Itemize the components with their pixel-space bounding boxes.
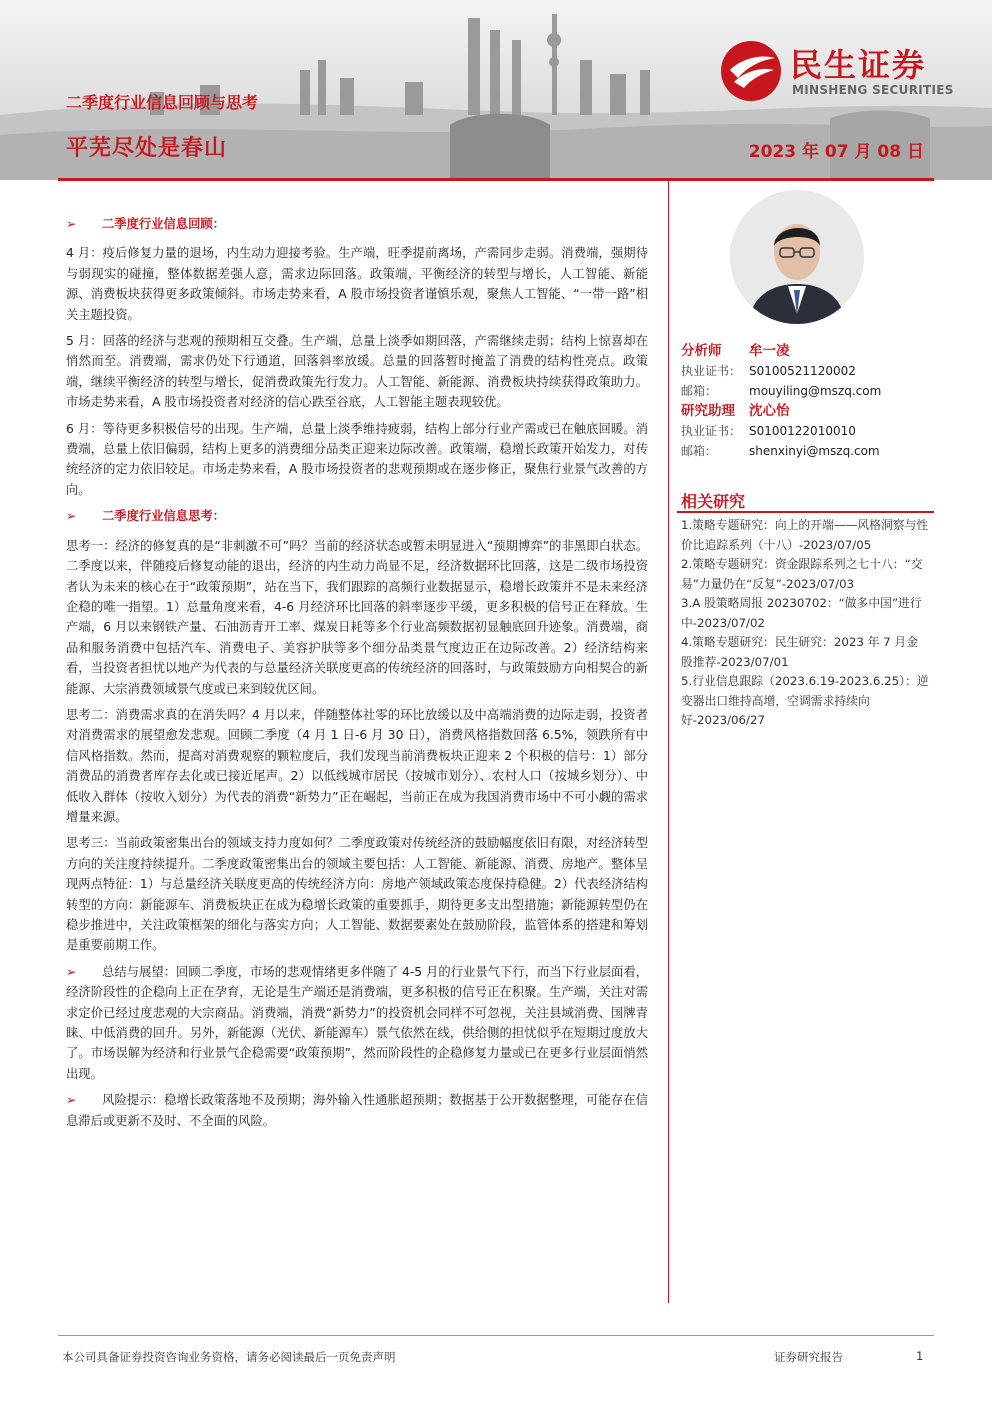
email-label: 邮箱： — [681, 444, 718, 458]
analyst-row — [681, 341, 934, 361]
assistant-email[interactable]: shenxinyi@mszq.com — [749, 444, 880, 458]
footer-report-type: 证券研究报告 — [774, 1350, 843, 1364]
related-item[interactable]: 4.策略专题研究：民生研究：2023 年 7 月金股推荐-2023/07/01 — [681, 635, 918, 669]
cert-label: 执业证书： — [681, 364, 742, 378]
company-logo — [720, 40, 970, 102]
analyst-email-row — [681, 381, 934, 401]
assistant-row — [681, 401, 934, 421]
assistant-role: 研究助理 — [681, 403, 735, 419]
analyst-cert: S0100521120002 — [749, 364, 856, 378]
main-content — [66, 214, 648, 1137]
assistant-cert-row — [681, 421, 934, 441]
report-title: 平芜尽处是春山 — [66, 136, 228, 161]
related-item[interactable]: 5.行业信息跟踪（2023.6.19-2023.6.25）：逆变器出口维持高增，空调需求持续向好-2023/06/27 — [681, 674, 929, 727]
arrow-bullet-icon: ➢ — [66, 217, 77, 231]
related-item[interactable]: 2.策略专题研究：资金跟踪系列之七十八：“交易”力量仍在“反复”-2023/07/03 — [681, 557, 923, 591]
analyst-email[interactable]: mouyiling@mszq.com — [749, 384, 882, 398]
related-item[interactable]: 3.A 股策略周报 20230702：“做多中国”进行中-2023/07/02 — [681, 596, 922, 630]
logo-text-en: MINSHENG SECURITIES — [792, 83, 954, 97]
arrow-bullet-icon: ➢ — [66, 964, 77, 979]
footer-divider — [58, 1335, 934, 1336]
analyst-name: 牟一凌 — [749, 343, 790, 359]
section-heading-review: ➢ 二季度行业信息回顾： — [66, 214, 648, 234]
paragraph-thought-3: 思考三：当前政策密集出台的领域支持力度如何？二季度政策对传统经济的鼓励幅度依旧有限，对经济转型方向的关注度持续提升。二季度政策密集出台的领域主要包括：人工智能、新能源、消费、房地产。整体呈现两点特征：1）与总量经济关联度更高的传统经济方向：房地产领域政策态度保持稳健。2）代表经济结构转型的方向：新能源车、消费板块正在成为稳增长政策的重要抓手，期待更多支出型措施；新能源转型仍在稳步推进中，关注政策框架的细化与落实方向；人工智能、数据要素处在鼓励阶段，监管体系的搭建和筹划是重要前期工作。 — [66, 836, 648, 953]
analyst-cert-row — [681, 361, 934, 381]
paragraph-summary: ➢ 总结与展望：回顾二季度，市场的悲观情绪更多伴随了 4-5 月的行业景气下行，而当下行业层面看，经济阶段性的企稳向上正在孕育，无论是生产端还是消费端，更多积极的信号正在积聚。生产端，关注对需求定价已经过度悲观的大宗商品。消费端，消费“新势力”的投资机会同样不可忽视，关注县域消费、国牌青睐、中低消费的回升。另外，新能源（光伏、新能源车）景气依然在线，供给侧的担忧似乎在短期过度放大了。市场误解为经济和行业景气企稳需要“政策预期”，然而阶段性的企稳修复力量或已在更多行业层面悄然出现。 — [66, 962, 648, 1084]
analyst-role: 分析师 — [681, 343, 722, 359]
arrow-bullet-icon: ➢ — [66, 509, 77, 524]
report-date: 2023 年 07 月 08 日 — [748, 142, 924, 162]
section-heading-thoughts: ➢ 二季度行业信息思考： — [66, 506, 648, 526]
related-item[interactable]: 1.策略专题研究：向上的开端——风格洞察与性价比追踪系列（十八）-2023/07/05 — [681, 518, 929, 552]
cert-label: 执业证书： — [681, 424, 742, 438]
email-label: 邮箱： — [681, 384, 718, 398]
paragraph-thought-2: 思考二：消费需求真的在消失吗？4 月以来，伴随整体社零的环比放缓以及中高端消费的边际走弱，投资者对消费需求的展望愈发悲观。回顾二季度（4 月 1 日-6 月 30 日），消费风格指数回落 6.5%，领跌所有中信风格指数。然而，提高对消费观察的颗粒度后，我们发现当前消费板块正迎来 2 个积极的信号：1）部分消费品的消费者库存去化或已接近尾声。2）以低线城市居民（按城市划分）、农村人口（按城乡划分）、中低收入群体（按收入划分）为代表的消费“新势力”正在崛起，当前正在成为我国消费市场中不可小觑的需求增量来源。 — [66, 707, 648, 824]
assistant-name: 沈心怡 — [749, 403, 790, 419]
assistant-email-row — [681, 441, 934, 461]
header-divider — [58, 178, 934, 181]
header-banner — [0, 0, 992, 180]
footer-disclaimer: 本公司具备证券投资咨询业务资格，请务必阅读最后一页免责声明 — [62, 1350, 396, 1364]
assistant-cert: S0100122010010 — [749, 424, 856, 438]
related-research-heading: 相关研究 — [681, 492, 746, 511]
column-divider — [668, 181, 669, 1303]
report-subtitle: 二季度行业信息回顾与思考 — [66, 93, 259, 112]
related-research-list — [681, 516, 929, 731]
analyst-photo — [730, 190, 864, 324]
paragraph-april: 4 月：疫后修复力量的退场，内生动力迎接考验。生产端，旺季提前离场，产需同步走弱。消费端，强期待与弱现实的碰撞，整体数据差强人意，需求边际回落。政策端，平衡经济的转型与增长，人工智能、新能源、消费板块获得更多政策倾斜。市场走势来看，A 股市场投资者谨慎乐观，聚焦人工智能、“一带一路”相关主题投资。 — [66, 246, 648, 322]
arrow-bullet-icon: ➢ — [66, 1093, 77, 1108]
analyst-info — [681, 341, 934, 461]
logo-text-cn: 民生证券 — [790, 46, 927, 84]
page-number: 1 — [916, 1349, 924, 1363]
minsheng-logo-icon — [720, 40, 782, 102]
analyst-portrait-image — [730, 190, 864, 324]
related-divider — [677, 511, 934, 513]
paragraph-may: 5 月：回落的经济与悲观的预期相互交叠。生产端，总量上淡季如期回落，产需继续走弱；结构上惊喜却在悄然而至。消费端，需求仍处下行通道，回落斜率放缓。总量的回落暂时掩盖了消费的结构性亮点。政策端，继续平衡经济的转型与增长，促消费政策先行发力。人工智能、新能源、消费板块持续获得政策助力。市场走势来看，A 股市场投资者对经济的信心跌至谷底，人工智能主题表现较优。 — [66, 334, 648, 410]
paragraph-risk: ➢ 风险提示：稳增长政策落地不及预期；海外输入性通胀超预期；数据基于公开数据整理，可能存在信息滞后或更新不及时、不全面的风险。 — [66, 1090, 648, 1131]
paragraph-june: 6 月：等待更多积极信号的出现。生产端，总量上淡季维持疲弱，结构上部分行业产需或已在触底回暖。消费端，总量上依旧偏弱，结构上更多的消费细分品类正迎来边际改善。政策端，稳增长政策开始发力，对传统经济的定力依旧较足。市场走势来看，A 股市场投资者的悲观预期或在逐步修正，聚焦行业景气改善的方向。 — [66, 421, 648, 497]
paragraph-thought-1: 思考一：经济的修复真的是“非刺激不可”吗？当前的经济状态或暂未明显进入“预期博弈”的非黑即白状态。二季度以来，伴随疫后修复动能的退出，经济的内生动力尚显不足，经济数据环比回落，这是二级市场投资者认为未来的核心在于“政策预期”，站在当下，我们跟踪的高频行业数据显示，稳增长政策并不是未来经济企稳的唯一指望。1）总量角度来看，4-6 月经济环比回落的斜率逐步平缓，更多积极的信号正在释放。生产端，6 月以来钢铁产量、石油沥青开工率、煤炭日耗等多个行业高频数据初显触底回升迹象。消费端，商品和服务消费中包括汽车、消费电子、美容护肤等多个细分品类景气度边正在边际改善。2）经济结构来看，当投资者担忧以地产为代表的与总量经济关联度更高的传统经济的回落时，与政策鼓励方向相契合的新能源、大宗消费领域景气度或已来到较优区间。 — [66, 538, 648, 696]
